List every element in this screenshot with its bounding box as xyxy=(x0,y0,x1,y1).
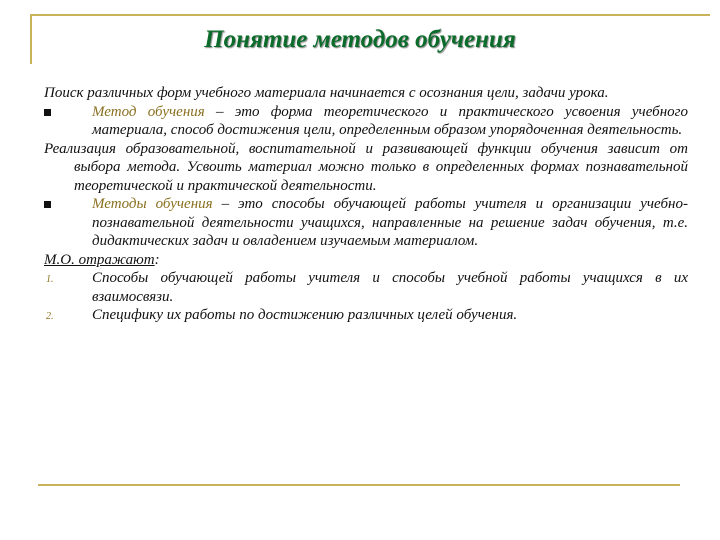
list-item xyxy=(44,269,688,306)
mo-label: М.О. отражают xyxy=(44,251,155,268)
list-text: Способы обучающей работы учителя и способы учебной работы учащихся в их взаимосвязи. xyxy=(92,270,688,305)
term-method: Метод обучения xyxy=(92,103,205,120)
frame-top-line xyxy=(30,14,710,16)
slide-title: Понятие методов обучения xyxy=(204,26,516,53)
bottom-divider xyxy=(38,484,680,486)
mo-colon: : xyxy=(154,251,160,268)
bullet-text: – это форма теоретического и практического усвоения учебного материала, способ достижения цели, определенным образом упорядоченная деятельность. xyxy=(92,103,689,138)
list-number: 1. xyxy=(46,274,54,285)
bullet-methods-definition xyxy=(44,195,688,251)
mo-heading xyxy=(44,251,688,270)
paragraph-implementation: Реализация образовательной, воспитательной и развивающей функции обучения зависит от выбора метода. Усвоить материал можно только в определенных формах познавательной теоретической и практической деятельности. xyxy=(44,140,688,194)
paragraph-goal: Поиск различных форм учебного материала начинается с осознания цели, задачи урока. xyxy=(44,85,609,101)
list-item xyxy=(44,306,688,325)
list-text: Специфику их работы по достижению различных целей обучения. xyxy=(92,307,518,323)
square-bullet-icon xyxy=(44,109,51,116)
list-number: 2. xyxy=(46,311,54,322)
square-bullet-icon xyxy=(44,201,51,208)
slide-content xyxy=(44,84,688,325)
bullet-method-definition xyxy=(44,103,688,140)
bullet-text: – это способы обучающей работы учителя и организации учебно-познавательной деятельности учащихся, направленные на решение задач обучения, т.е. дидактических задач и овладением изучаемым материалом. xyxy=(92,196,688,249)
term-methods: Методы обучения xyxy=(92,196,213,212)
